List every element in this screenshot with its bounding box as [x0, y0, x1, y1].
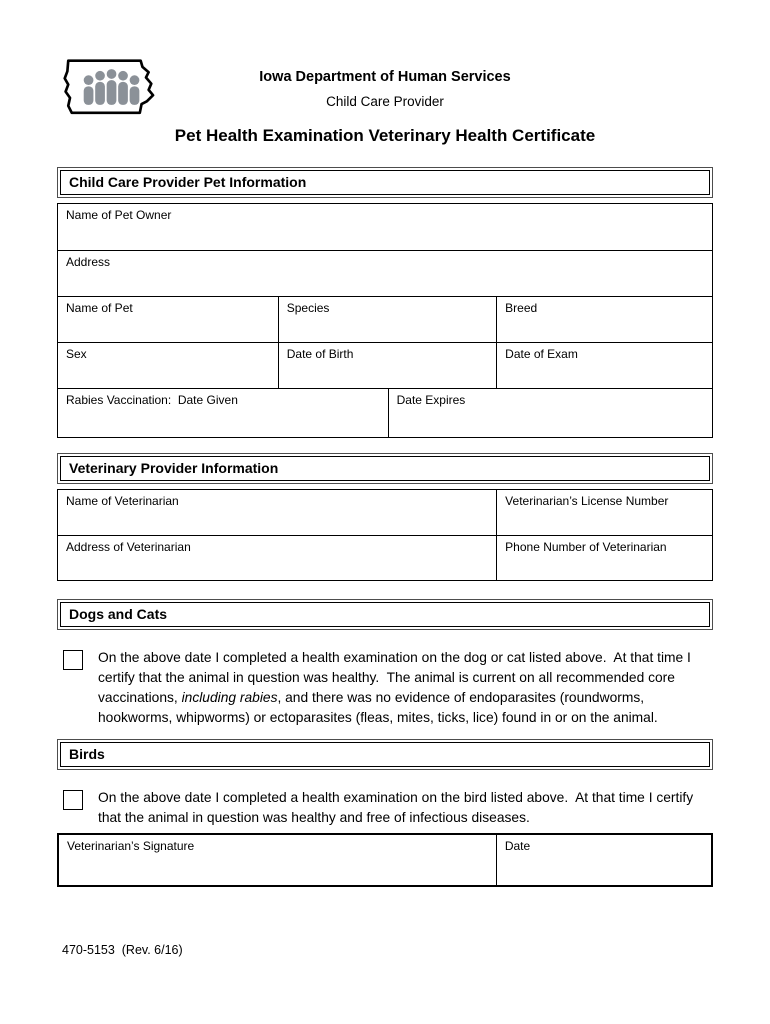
- table-row: [58, 204, 712, 250]
- statement-text: On the above date I completed a health examination on the bird listed above. At that time I certify that the animal in question was healthy and free of infectious diseases.: [98, 790, 697, 825]
- table-row: [58, 535, 712, 580]
- section-heading-pet-info: [57, 167, 713, 198]
- field-label: Name of Veterinarian: [66, 494, 179, 508]
- field-label: Name of Pet: [66, 301, 133, 315]
- field-sex[interactable]: [58, 343, 278, 388]
- field-breed[interactable]: [496, 297, 712, 342]
- field-date-of-birth[interactable]: [278, 343, 496, 388]
- field-signature-date[interactable]: [496, 835, 711, 885]
- field-name-of-pet[interactable]: [58, 297, 278, 342]
- statement-text-italic: including rabies: [181, 690, 278, 705]
- field-rabies-date-expires[interactable]: [388, 389, 712, 437]
- field-label: Date: [504, 839, 531, 853]
- field-address-of-veterinarian[interactable]: [58, 536, 496, 580]
- field-address[interactable]: [58, 251, 712, 296]
- field-label: Name of Pet Owner: [66, 208, 172, 222]
- birds-statement: [57, 788, 713, 828]
- iowa-dhs-logo: [55, 52, 161, 126]
- field-label: Address: [66, 255, 111, 269]
- field-label: Phone Number of Veterinarian: [505, 540, 667, 554]
- field-label: Address of Veterinarian: [66, 540, 191, 554]
- field-name-of-veterinarian[interactable]: [58, 490, 496, 535]
- birds-statement-text: [98, 788, 713, 828]
- field-rabies-date-given[interactable]: [58, 389, 388, 437]
- statement-text: , and there was no evidence of endoparasites (roundworms, hookworms, whipworms) or ectoparasites (fleas, mites, ticks, lice) found in or on the animal.: [98, 690, 658, 725]
- field-label: Breed: [505, 301, 538, 315]
- birds-checkbox[interactable]: [63, 790, 83, 810]
- pet-info-table: [57, 203, 713, 438]
- program-name: Child Care Provider: [326, 94, 444, 109]
- dogs-cats-statement: [57, 648, 713, 728]
- field-label: Date of Exam: [505, 347, 578, 361]
- field-label: Sex: [66, 347, 87, 361]
- section-heading-vet-info: [57, 453, 713, 484]
- section-heading-dogs-cats: [57, 599, 713, 630]
- vet-info-table: [57, 489, 713, 581]
- dogs-cats-checkbox[interactable]: [63, 650, 83, 670]
- signature-table: [57, 833, 713, 887]
- field-label: Species: [286, 301, 330, 315]
- form-title: Pet Health Examination Veterinary Health Certificate: [174, 126, 596, 145]
- field-license-number[interactable]: [496, 490, 712, 535]
- agency-name: Iowa Department of Human Services: [259, 69, 511, 85]
- dogs-cats-statement-text: [98, 648, 713, 728]
- section-heading-birds-label: Birds: [60, 742, 710, 767]
- field-label: Rabies Vaccination: Date Given: [66, 393, 238, 407]
- table-row: [59, 835, 711, 885]
- field-label: Date of Birth: [286, 347, 354, 361]
- field-veterinarian-signature[interactable]: [59, 835, 496, 885]
- field-label: Date Expires: [396, 393, 466, 407]
- section-heading-vet-info-label: Veterinary Provider Information: [60, 456, 710, 481]
- table-row: [58, 490, 712, 535]
- statement-text: On the above date I completed a health examination on the dog or cat listed above. At that time I certify that the animal in question was healthy. The animal is current on all recommended core vaccinations,: [98, 650, 695, 705]
- section-heading-pet-info-label: Child Care Provider Pet Information: [60, 170, 710, 195]
- table-row: [58, 296, 712, 342]
- table-row: [58, 388, 712, 437]
- field-date-of-exam[interactable]: [496, 343, 712, 388]
- form-number: 470-5153 (Rev. 6/16): [62, 943, 183, 957]
- table-row: [58, 250, 712, 296]
- section-heading-dogs-cats-label: Dogs and Cats: [60, 602, 710, 627]
- field-label: Veterinarian’s Signature: [67, 839, 195, 853]
- table-row: [58, 342, 712, 388]
- field-label: Veterinarian’s License Number: [505, 494, 669, 508]
- field-phone-of-veterinarian[interactable]: [496, 536, 712, 580]
- field-species[interactable]: [278, 297, 496, 342]
- field-name-of-pet-owner[interactable]: [58, 204, 712, 250]
- section-heading-birds: [57, 739, 713, 770]
